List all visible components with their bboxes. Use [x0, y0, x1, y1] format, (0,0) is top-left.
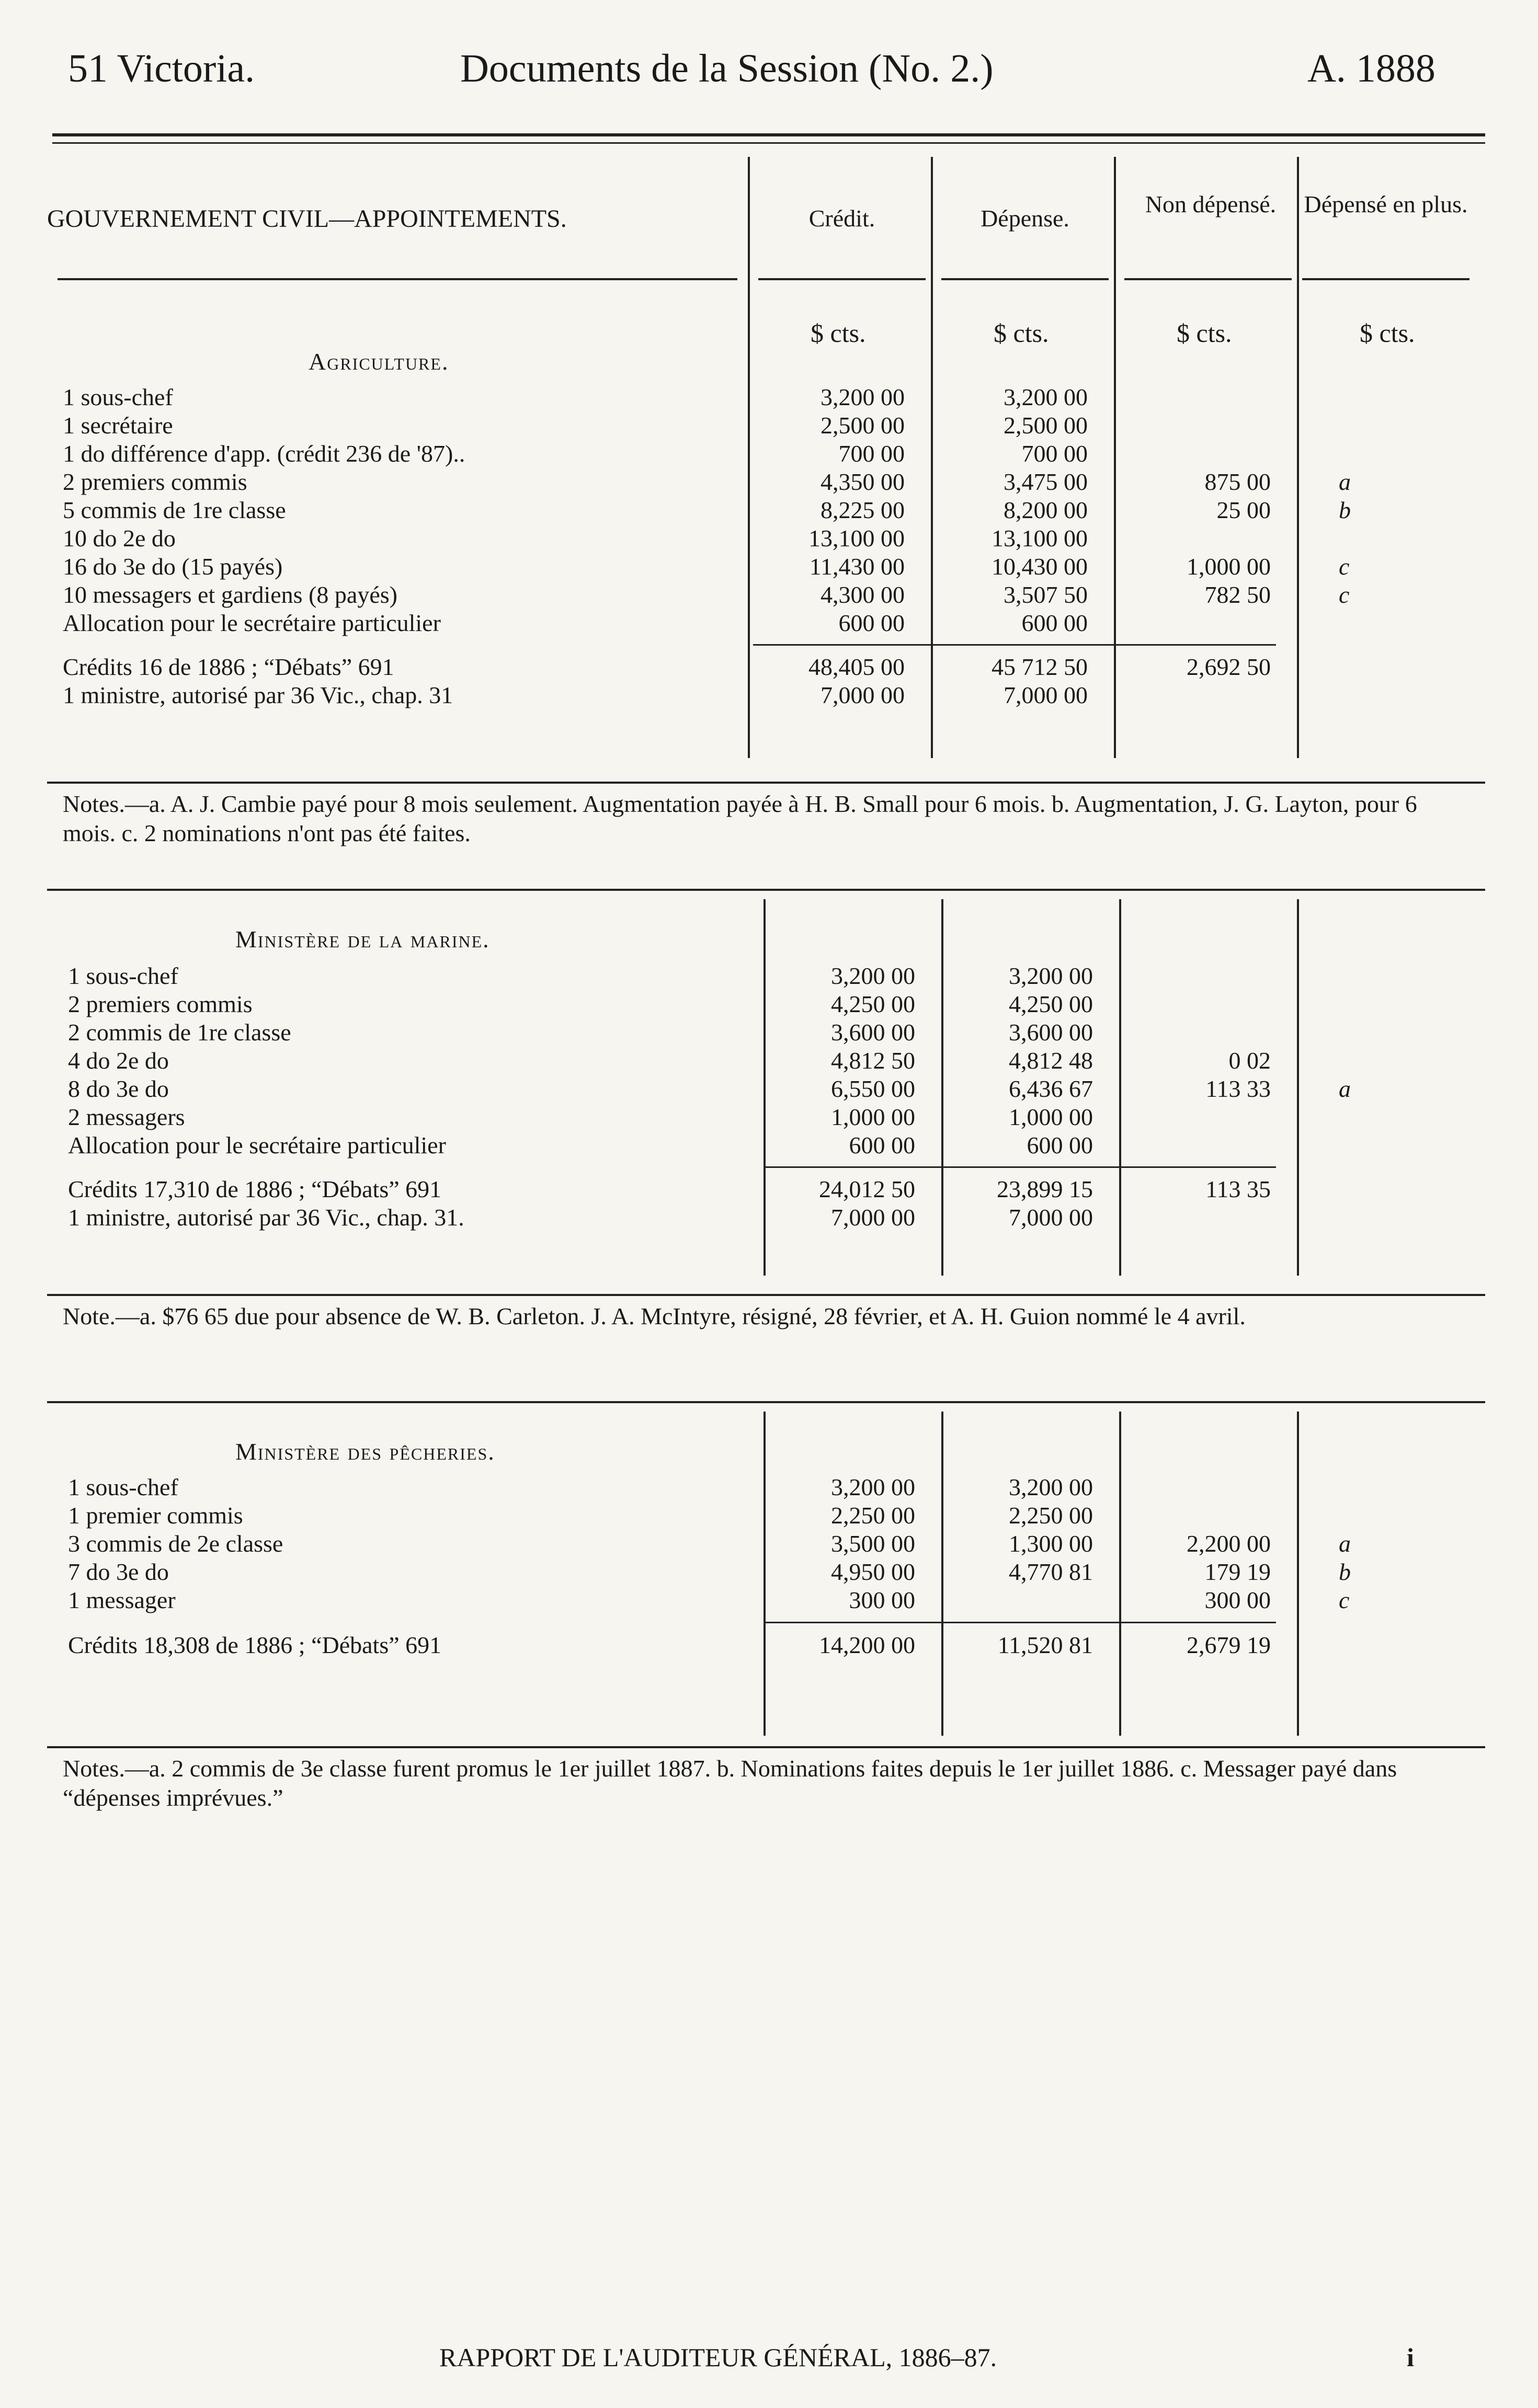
total-row-label: 1 ministre, autorisé par 36 Vic., chap. 31.	[68, 1204, 464, 1231]
totals-rule	[764, 1166, 1276, 1168]
cell-non-depense: 113 33	[1205, 1075, 1271, 1102]
cell-credit: 600 00	[838, 610, 905, 636]
table-row-label: 10 do 2e do	[63, 525, 176, 552]
cell-credit: 4,812 50	[831, 1047, 915, 1074]
cell-depense: 2,250 00	[1009, 1502, 1093, 1529]
section-rule	[47, 889, 1485, 891]
note-marker: a	[1339, 1530, 1351, 1557]
section-rule	[47, 1294, 1485, 1296]
header-right: A. 1888	[1307, 47, 1436, 90]
vline	[1297, 899, 1299, 1276]
cell-depense: 3,200 00	[1009, 962, 1093, 989]
total-credit: 48,405 00	[808, 653, 905, 680]
cell-credit: 2,250 00	[831, 1502, 915, 1529]
cell-depense: 3,200 00	[1009, 1474, 1093, 1500]
section-rule	[47, 1401, 1485, 1403]
table-row-label: 1 sous-chef	[68, 962, 178, 989]
table-row-label: 2 premiers commis	[63, 468, 247, 495]
cell-non-depense: 179 19	[1204, 1558, 1271, 1585]
table-row-label: 16 do 3e do (15 payés)	[63, 553, 283, 580]
cell-credit: 600 00	[849, 1132, 915, 1159]
note-marker: b	[1339, 497, 1351, 523]
marine-notes: Note.—a. $76 65 due pour absence de W. B. Carleton. J. A. McIntyre, résigné, 28 février, et A. H. Guion nommé le 4 avril.	[63, 1303, 1246, 1329]
unit-credit: $ cts.	[811, 318, 866, 348]
total-row-label: Crédits 16 de 1886 ; “Débats” 691	[63, 653, 394, 680]
cell-depense: 1,000 00	[1009, 1104, 1093, 1130]
cell-non-depense: 1,000 00	[1187, 553, 1271, 580]
total-credit: 7,000 00	[831, 1204, 915, 1231]
col-depense-plus: Dépensé en plus.	[1304, 191, 1468, 217]
unit-non: $ cts.	[1177, 318, 1232, 348]
cell-credit: 1,000 00	[831, 1104, 915, 1130]
agriculture-title: Agriculture.	[309, 348, 449, 375]
total-depense: 45 712 50	[992, 653, 1088, 680]
note-marker: c	[1339, 1587, 1350, 1613]
cell-non-depense: 782 50	[1204, 581, 1271, 608]
total-non-depense: 113 35	[1205, 1176, 1271, 1202]
cell-depense: 600 00	[1027, 1132, 1093, 1159]
total-row-label: 1 ministre, autorisé par 36 Vic., chap. 31	[63, 682, 453, 708]
total-depense: 7,000 00	[1004, 682, 1088, 708]
cell-depense: 10,430 00	[992, 553, 1088, 580]
total-credit: 14,200 00	[819, 1632, 915, 1658]
table-row-label: 8 do 3e do	[68, 1075, 169, 1102]
totals-rule	[753, 644, 1276, 646]
note-marker: a	[1339, 1075, 1351, 1102]
agriculture-notes: Notes.—a. A. J. Cambie payé pour 8 mois seulement. Augmentation payée à H. B. Small pour 6 mois. b. Augmentation, J. G. Layton, pour 6 mois. c. 2 nominations n'ont pas été faites.	[63, 790, 1417, 846]
cell-depense: 3,600 00	[1009, 1019, 1093, 1046]
cell-credit: 3,200 00	[821, 384, 905, 410]
cell-depense: 8,200 00	[1004, 497, 1088, 523]
cell-depense: 1,300 00	[1009, 1530, 1093, 1557]
header-left: 51 Victoria.	[68, 47, 255, 90]
cell-credit: 11,430 00	[809, 553, 905, 580]
cell-depense: 4,770 81	[1009, 1558, 1093, 1585]
totals-rule	[764, 1622, 1276, 1623]
table-row-label: 1 premier commis	[68, 1502, 243, 1529]
section-rule	[47, 1746, 1485, 1748]
note-marker: a	[1339, 468, 1351, 495]
cell-credit: 2,500 00	[821, 412, 905, 439]
table-row-label: 2 premiers commis	[68, 991, 253, 1017]
total-credit: 7,000 00	[821, 682, 905, 708]
table-row-label: 1 do différence d'app. (crédit 236 de '87)..	[63, 440, 465, 467]
table-row-label: 1 messager	[68, 1587, 176, 1613]
note-marker: c	[1339, 581, 1350, 608]
col-credit: Crédit.	[808, 205, 875, 232]
page-header	[0, 46, 1538, 109]
col-non-depense: Non dépensé.	[1145, 191, 1277, 217]
cell-credit: 3,200 00	[831, 962, 915, 989]
table-row-label: 3 commis de 2e classe	[68, 1530, 283, 1557]
total-row-label: Crédits 17,310 de 1886 ; “Débats” 691	[68, 1176, 442, 1202]
total-depense: 11,520 81	[997, 1632, 1093, 1658]
table-row-label: 10 messagers et gardiens (8 payés)	[63, 581, 397, 608]
cell-depense: 700 00	[1021, 440, 1088, 467]
table-row-label: 1 sous-chef	[68, 1474, 178, 1500]
cell-depense: 3,507 50	[1004, 581, 1088, 608]
cell-depense: 600 00	[1021, 610, 1088, 636]
table-row-label: 2 commis de 1re classe	[68, 1019, 291, 1046]
table-row-label: Allocation pour le secrétaire particulier	[68, 1132, 446, 1159]
pecheries-notes: Notes.—a. 2 commis de 3e classe furent promus le 1er juillet 1887. b. Nominations faites depuis le 1er juillet 1886. c. Messager payé dans “dépenses imprévues.”	[63, 1755, 1397, 1811]
header-rule-d	[941, 278, 1109, 280]
cell-credit: 700 00	[838, 440, 905, 467]
top-rule-2	[52, 142, 1485, 144]
top-rule	[52, 133, 1485, 136]
unit-depense: $ cts.	[994, 318, 1049, 348]
cell-depense: 2,500 00	[1004, 412, 1088, 439]
marine-title: Ministère de la marine.	[235, 926, 490, 953]
cell-depense: 6,436 67	[1009, 1075, 1093, 1102]
unit-plus: $ cts.	[1360, 318, 1415, 348]
header-rule-n	[1124, 278, 1292, 280]
total-depense: 7,000 00	[1009, 1204, 1093, 1231]
cell-credit: 4,950 00	[831, 1558, 915, 1585]
cell-depense: 4,250 00	[1009, 991, 1093, 1017]
vline	[1297, 1412, 1299, 1736]
cell-depense: 13,100 00	[992, 525, 1088, 552]
cell-credit: 13,100 00	[808, 525, 905, 552]
table-title: GOUVERNEMENT CIVIL—APPOINTEMENTS.	[47, 205, 567, 233]
vline	[1297, 157, 1299, 758]
cell-credit: 3,600 00	[831, 1019, 915, 1046]
total-non-depense: 2,679 19	[1187, 1632, 1271, 1658]
cell-non-depense: 875 00	[1204, 468, 1271, 495]
cell-credit: 4,300 00	[821, 581, 905, 608]
cell-non-depense: 0 02	[1228, 1047, 1271, 1074]
pecheries-title: Ministère des pêcheries.	[235, 1438, 495, 1465]
cell-depense: 3,475 00	[1004, 468, 1088, 495]
cell-depense: 4,812 48	[1009, 1047, 1093, 1074]
table-row-label: 5 commis de 1re classe	[63, 497, 286, 523]
total-non-depense: 2,692 50	[1187, 653, 1271, 680]
header-rule	[58, 278, 737, 280]
cell-non-depense: 300 00	[1204, 1587, 1271, 1613]
total-row-label: Crédits 18,308 de 1886 ; “Débats” 691	[68, 1632, 442, 1658]
cell-credit: 3,500 00	[831, 1530, 915, 1557]
table-row-label: 1 secrétaire	[63, 412, 173, 439]
total-depense: 23,899 15	[997, 1176, 1093, 1202]
cell-depense: 3,200 00	[1004, 384, 1088, 410]
cell-credit: 4,250 00	[831, 991, 915, 1017]
table-row-label: 1 sous-chef	[63, 384, 173, 410]
total-credit: 24,012 50	[819, 1176, 915, 1202]
table-row-label: 7 do 3e do	[68, 1558, 169, 1585]
cell-credit: 8,225 00	[821, 497, 905, 523]
col-depense: Dépense.	[981, 205, 1069, 232]
header-rule-c	[758, 278, 926, 280]
header-center: Documents de la Session (No. 2.)	[460, 47, 994, 90]
table-row-label: 2 messagers	[68, 1104, 185, 1130]
cell-credit: 4,350 00	[821, 468, 905, 495]
note-marker: b	[1339, 1558, 1351, 1585]
cell-credit: 300 00	[849, 1587, 915, 1613]
footer-title: RAPPORT DE L'AUDITEUR GÉNÉRAL, 1886–87.	[439, 2343, 997, 2372]
cell-non-depense: 2,200 00	[1187, 1530, 1271, 1557]
table-row-label: Allocation pour le secrétaire particulier	[63, 610, 441, 636]
table-row-label: 4 do 2e do	[68, 1047, 169, 1074]
header-rule-p	[1302, 278, 1469, 280]
cell-credit: 3,200 00	[831, 1474, 915, 1500]
note-marker: c	[1339, 553, 1350, 580]
footer-page: i	[1407, 2343, 1414, 2372]
cell-credit: 6,550 00	[831, 1075, 915, 1102]
cell-non-depense: 25 00	[1216, 497, 1271, 523]
section-rule	[47, 782, 1485, 784]
